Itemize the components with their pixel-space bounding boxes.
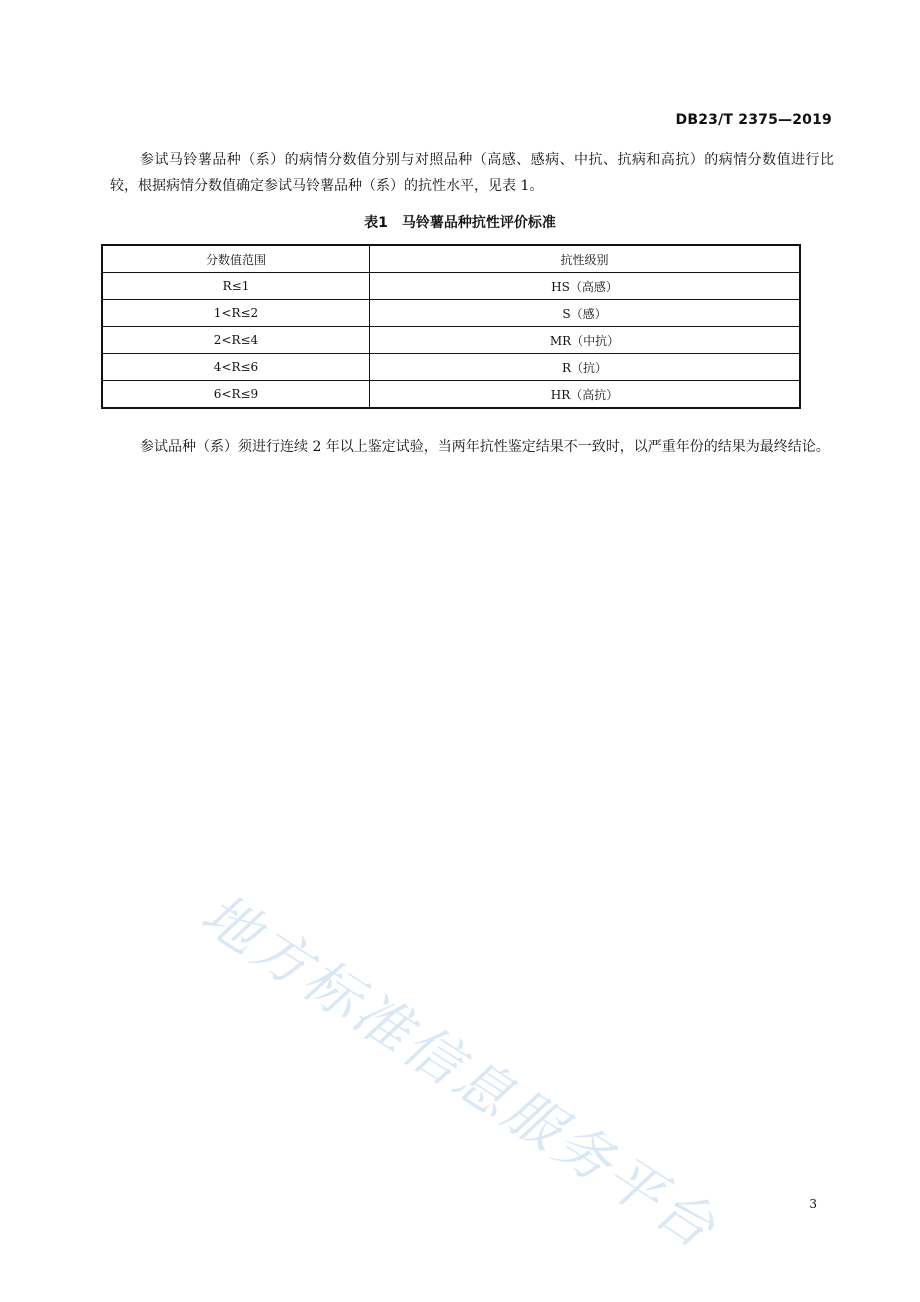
standard-code: DB23/T 2375—2019 [675,112,832,128]
table-row [102,381,800,409]
page-number: 3 [809,1197,817,1211]
intro-paragraph: 参试马铃薯品种（系）的病情分数值分别与对照品种（高感、感病、中抗、抗病和高抗）的病情分数值进行比较，根据病情分数值确定参试马铃薯品种（系）的抗性水平，见表 1。 [110,152,834,194]
resistance-level-cell: MR（中抗） [370,327,801,354]
column-header-resistance-level: 抗性级别 [370,245,801,273]
resistance-level-cell: S（感） [370,300,801,327]
table-row [102,300,800,327]
table-row [102,327,800,354]
resistance-criteria-table [101,244,801,409]
score-range-cell: 4<R≤6 [102,354,370,381]
table-header-row [102,245,800,273]
resistance-level-cell: HS（高感） [370,273,801,300]
score-range-cell: 6<R≤9 [102,381,370,409]
table-row [102,354,800,381]
conclusion-paragraph: 参试品种（系）须进行连续 2 年以上鉴定试验，当两年抗性鉴定结果不一致时，以严重年份的结果为最终结论。 [140,439,830,455]
score-range-cell: R≤1 [102,273,370,300]
score-range-cell: 1<R≤2 [102,300,370,327]
resistance-level-cell: R（抗） [370,354,801,381]
column-header-score-range: 分数值范围 [102,245,370,273]
watermark-text: 地方标准信息服务平台 [189,881,729,1263]
resistance-level-cell: HR（高抗） [370,381,801,409]
table-row [102,273,800,300]
table-caption: 表1 马铃薯品种抗性评价标准 [364,215,556,231]
score-range-cell: 2<R≤4 [102,327,370,354]
